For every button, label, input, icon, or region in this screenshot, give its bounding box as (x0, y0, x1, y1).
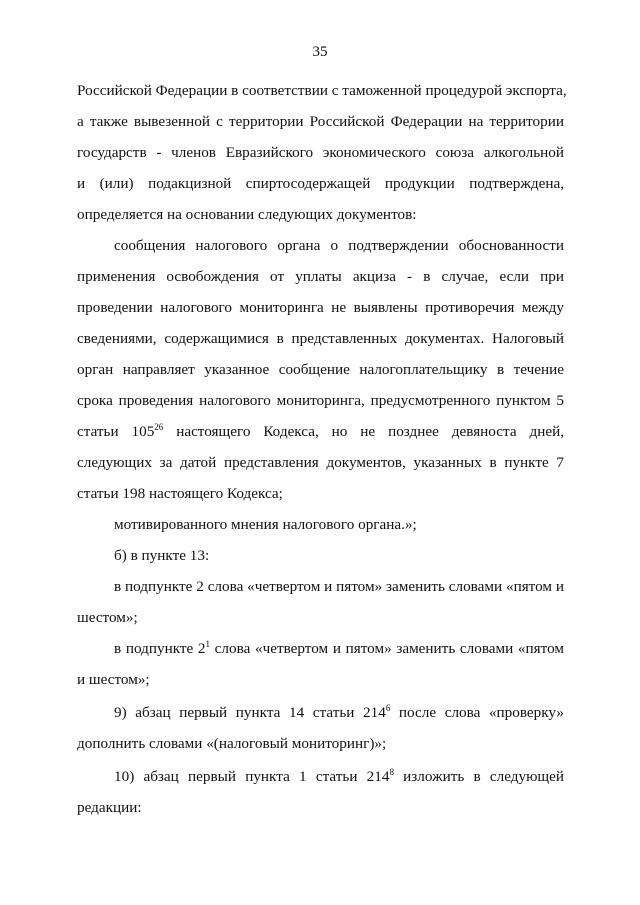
text-line: в подпункте 2 слова «четвертом и пятом» заменить словами «пятом и (114, 578, 564, 595)
superscript: 8 (389, 767, 394, 777)
text-line: применения освобождения от уплаты акциза - в случае, если при (77, 268, 564, 285)
text-line: срока проведения налогового мониторинга, предусмотренного пунктом 5 (77, 392, 564, 409)
text-line: и (или) подакцизной спиртосодержащей продукции подтверждена, (77, 175, 564, 192)
page-number: 35 (312, 43, 328, 60)
text-line: 10) абзац первый пункта 1 статьи $214^8$ изложить в следующей (114, 767, 564, 785)
text-line: б) в пункте 13: (114, 547, 210, 564)
text-line: следующих за датой представления документов, указанных в пункте 7 (77, 454, 564, 471)
text-line: редакции: (77, 799, 142, 816)
text-line: мотивированного мнения налогового органа.»; (114, 516, 417, 533)
text-line: и шестом»; (77, 671, 150, 688)
superscript: 26 (154, 422, 164, 432)
text-line: проведении налогового мониторинга не выявлены противоречия между (77, 299, 564, 316)
superscript: 6 (385, 703, 391, 713)
text-line: статьи $105^{26}$ настоящего Кодекса, но не позднее девяноста дней, (77, 422, 564, 440)
text-line: шестом»; (77, 609, 138, 626)
superscript: 1 (205, 639, 211, 649)
text-line: статьи 198 настоящего Кодекса; (77, 485, 283, 502)
text-line: орган направляет указанное сообщение налогоплательщику в течение (77, 361, 564, 378)
text-line: сведениями, содержащимися в представленных документах. Налоговый (77, 330, 564, 347)
text-line: Российской Федерации в соответствии с таможенной процедурой экспорта, (77, 82, 567, 99)
text-line: государств - членов Евразийского экономического союза алкогольной (77, 144, 564, 161)
text-line: в подпункте $2^1$ слова «четвертом и пятом» заменить словами «пятом (114, 639, 564, 657)
text-line: 9) абзац первый пункта 14 статьи $214^6$ после слова «проверку» (114, 703, 564, 721)
text-line: а также вывезенной с территории Российской Федерации на территории (77, 113, 564, 130)
text-line: сообщения налогового органа о подтверждении обоснованности (114, 237, 564, 254)
text-line: дополнить словами «(налоговый мониторинг)»; (77, 735, 387, 752)
text-line: определяется на основании следующих документов: (77, 206, 417, 223)
